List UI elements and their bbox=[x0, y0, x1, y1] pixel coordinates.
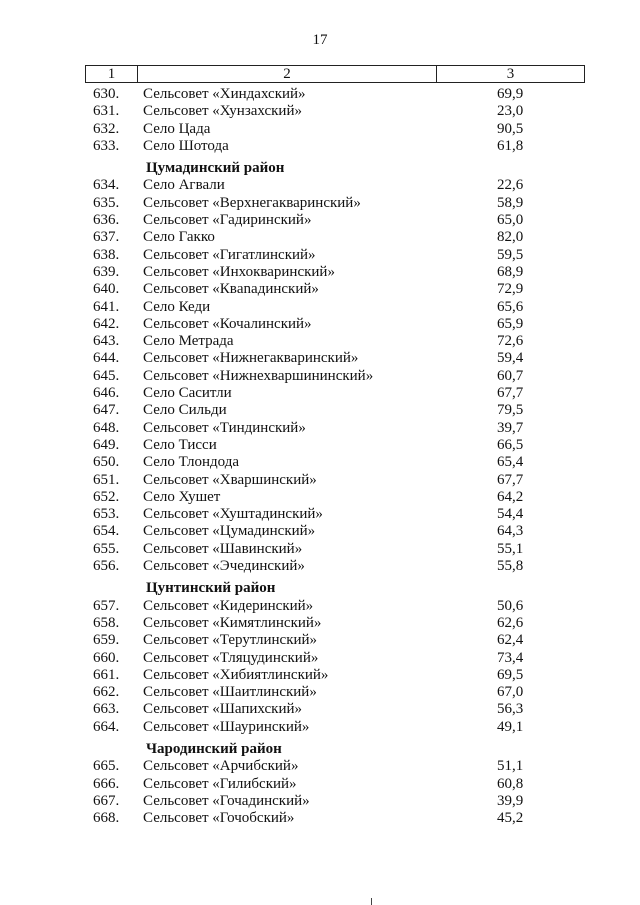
district-heading: Цумадинский район bbox=[146, 160, 285, 177]
row-value: 39,9 bbox=[497, 792, 524, 809]
table-row bbox=[0, 229, 640, 246]
row-number: 657. bbox=[93, 597, 120, 614]
row-number: 643. bbox=[93, 333, 120, 350]
table-row bbox=[0, 719, 640, 736]
settlement-name: Сельсовет «Хиндахский» bbox=[143, 86, 306, 102]
table-row bbox=[0, 667, 640, 684]
district-heading-row bbox=[0, 160, 640, 177]
row-value: 54,4 bbox=[497, 506, 524, 523]
row-number: 645. bbox=[93, 367, 120, 384]
row-value: 62,6 bbox=[497, 614, 524, 631]
row-value: 73,4 bbox=[497, 649, 524, 666]
row-value: 68,9 bbox=[497, 263, 524, 280]
settlement-name: Село Тлондода bbox=[143, 454, 239, 471]
settlement-name: Село Агвали bbox=[143, 177, 225, 194]
row-value: 51,1 bbox=[497, 758, 524, 775]
row-number: 650. bbox=[93, 454, 120, 471]
row-value: 62,4 bbox=[497, 632, 524, 649]
table-row bbox=[0, 472, 640, 489]
settlement-name: Сельсовет «Тиндинский» bbox=[143, 419, 306, 436]
row-number: 668. bbox=[93, 810, 120, 827]
row-value: 60,7 bbox=[497, 367, 524, 384]
row-number: 660. bbox=[93, 649, 120, 666]
row-value: 59,5 bbox=[497, 246, 524, 263]
row-number: 641. bbox=[93, 298, 120, 315]
settlement-name: Сельсовет «Гочадинский» bbox=[143, 792, 310, 809]
row-value: 69,5 bbox=[497, 666, 524, 683]
row-number: 665. bbox=[93, 758, 120, 775]
table-row bbox=[0, 299, 640, 316]
row-number: 631. bbox=[93, 103, 120, 120]
settlement-name: Сельсовет «Шавинский» bbox=[143, 540, 303, 557]
table-row bbox=[0, 598, 640, 615]
settlement-name: Сельсовет «Хваршинский» bbox=[143, 471, 317, 488]
settlement-name: Сельсовет «Эчединский» bbox=[143, 558, 305, 575]
table-row bbox=[0, 385, 640, 402]
settlement-name: Сельсовет «Верхнегакваринский» bbox=[143, 194, 361, 211]
row-number: 636. bbox=[93, 212, 120, 229]
row-number: 656. bbox=[93, 558, 120, 575]
table-row bbox=[0, 523, 640, 540]
table-row bbox=[0, 368, 640, 385]
settlement-name: Село Тисси bbox=[143, 436, 217, 453]
row-number: 634. bbox=[93, 177, 120, 194]
row-number: 658. bbox=[93, 614, 120, 631]
column-header-name: 2 bbox=[138, 66, 437, 82]
row-number: 637. bbox=[93, 229, 120, 246]
row-value: 64,2 bbox=[497, 488, 524, 505]
settlement-name: Сельсовет «Шаитлинский» bbox=[143, 684, 317, 701]
row-number: 663. bbox=[93, 701, 120, 718]
row-value: 72,6 bbox=[497, 333, 524, 350]
table-row bbox=[0, 454, 640, 471]
row-value: 72,9 bbox=[497, 281, 524, 298]
settlement-name: Сельсовет «Кочалинский» bbox=[143, 315, 312, 332]
row-value: 49,1 bbox=[497, 718, 524, 735]
settlement-name: Сельсовет «Квanадинский» bbox=[143, 281, 319, 298]
table-row bbox=[0, 489, 640, 506]
row-value: 45,2 bbox=[497, 810, 524, 827]
table-row bbox=[0, 195, 640, 212]
settlement-name: Сельсовет «Шапихский» bbox=[143, 701, 303, 718]
settlement-name: Сельсовет «Гадиринский» bbox=[143, 212, 312, 229]
row-number: 664. bbox=[93, 718, 120, 735]
district-heading: Цунтинский район bbox=[146, 580, 276, 597]
settlement-name: Село Цада bbox=[143, 120, 211, 137]
page-number: 17 bbox=[312, 32, 328, 48]
row-number: 666. bbox=[93, 775, 120, 792]
settlement-name: Сельсовет «Терутлинский» bbox=[143, 632, 318, 649]
settlement-name: Сельсовет «Арчибский» bbox=[143, 758, 299, 775]
table-row bbox=[0, 264, 640, 281]
table-row bbox=[0, 684, 640, 701]
table-row bbox=[0, 437, 640, 454]
settlement-name: Сельсовет «Шауринский» bbox=[143, 718, 310, 735]
row-value: 67,7 bbox=[497, 385, 524, 402]
row-value: 79,5 bbox=[497, 402, 524, 419]
settlement-name: Сельсовет «Гигатлинский» bbox=[143, 246, 316, 263]
row-number: 647. bbox=[93, 402, 120, 419]
row-number: 638. bbox=[93, 246, 120, 263]
settlement-name: Село Метрада bbox=[143, 333, 234, 350]
table-body bbox=[0, 86, 640, 827]
row-number: 632. bbox=[93, 120, 120, 137]
table-row bbox=[0, 212, 640, 229]
row-value: 60,8 bbox=[497, 775, 524, 792]
table-row bbox=[0, 103, 640, 120]
table-row bbox=[0, 810, 640, 827]
settlement-name: Сельсовет «Цумадинский» bbox=[143, 523, 316, 540]
row-number: 651. bbox=[93, 471, 120, 488]
row-number: 655. bbox=[93, 540, 120, 557]
row-value: 65,9 bbox=[497, 315, 524, 332]
settlement-name: Село Саситли bbox=[143, 385, 232, 402]
row-value: 64,3 bbox=[497, 523, 524, 540]
row-value: 82,0 bbox=[497, 229, 524, 246]
settlement-name: Село Кеди bbox=[143, 298, 211, 315]
settlement-name: Село Гакко bbox=[143, 229, 215, 246]
row-value: 65,6 bbox=[497, 298, 524, 315]
row-value: 66,5 bbox=[497, 436, 524, 453]
row-value: 65,0 bbox=[497, 212, 524, 229]
row-number: 640. bbox=[93, 281, 120, 298]
row-number: 644. bbox=[93, 350, 120, 367]
row-number: 649. bbox=[93, 436, 120, 453]
row-number: 653. bbox=[93, 506, 120, 523]
row-number: 654. bbox=[93, 523, 120, 540]
row-number: 639. bbox=[93, 263, 120, 280]
settlement-name: Сельсовет «Кидеринский» bbox=[143, 597, 314, 614]
row-value: 22,6 bbox=[497, 177, 524, 194]
settlement-name: Сельсовет «Хунзахский» bbox=[143, 103, 302, 120]
row-number: 630. bbox=[93, 86, 120, 102]
row-number: 642. bbox=[93, 315, 120, 332]
settlement-name: Сельсовет «Инхокваринский» bbox=[143, 263, 335, 280]
table-row bbox=[0, 333, 640, 350]
row-value: 50,6 bbox=[497, 597, 524, 614]
row-value: 23,0 bbox=[497, 103, 524, 120]
district-heading-row bbox=[0, 741, 640, 758]
row-value: 56,3 bbox=[497, 701, 524, 718]
row-value: 59,4 bbox=[497, 350, 524, 367]
settlement-name: Сельсовет «Тляцудинский» bbox=[143, 649, 319, 666]
row-value: 58,9 bbox=[497, 194, 524, 211]
table-row bbox=[0, 776, 640, 793]
row-number: 646. bbox=[93, 385, 120, 402]
settlement-name: Сельсовет «Нижнехваршининский» bbox=[143, 367, 374, 384]
table-row bbox=[0, 402, 640, 419]
settlement-name: Сельсовет «Гочобский» bbox=[143, 810, 295, 827]
table-row bbox=[0, 615, 640, 632]
row-number: 633. bbox=[93, 137, 120, 154]
row-value: 69,9 bbox=[497, 86, 524, 102]
row-value: 39,7 bbox=[497, 419, 524, 436]
settlement-name: Село Хушет bbox=[143, 488, 221, 505]
row-number: 659. bbox=[93, 632, 120, 649]
table-header bbox=[85, 65, 585, 83]
row-number: 667. bbox=[93, 792, 120, 809]
row-number: 635. bbox=[93, 194, 120, 211]
row-value: 55,1 bbox=[497, 540, 524, 557]
row-value: 65,4 bbox=[497, 454, 524, 471]
table-row bbox=[0, 121, 640, 138]
table-row bbox=[0, 86, 640, 103]
settlement-name: Сельсовет «Хуштадинский» bbox=[143, 506, 323, 523]
column-header-value: 3 bbox=[506, 65, 515, 82]
table-row bbox=[0, 506, 640, 523]
district-heading-row bbox=[0, 580, 640, 597]
settlement-name: Сельсовет «Гилибский» bbox=[143, 775, 297, 792]
table-row bbox=[0, 541, 640, 558]
row-value: 55,8 bbox=[497, 558, 524, 575]
table-row bbox=[0, 177, 640, 194]
settlement-name: Сельсовет «Нижнегакваринский» bbox=[143, 350, 359, 367]
row-value: 67,0 bbox=[497, 684, 524, 701]
row-value: 67,7 bbox=[497, 471, 524, 488]
row-value: 90,5 bbox=[497, 120, 524, 137]
settlement-name: Сельсовет «Кимятлинский» bbox=[143, 614, 322, 631]
table-row bbox=[0, 758, 640, 775]
table-row bbox=[0, 138, 640, 155]
row-value: 61,8 bbox=[497, 137, 524, 154]
scan-mark bbox=[371, 898, 372, 905]
table-row bbox=[0, 701, 640, 718]
table-row bbox=[0, 247, 640, 264]
table-row bbox=[0, 420, 640, 437]
settlement-name: Село Шотода bbox=[143, 137, 229, 154]
row-number: 662. bbox=[93, 684, 120, 701]
table-row bbox=[0, 316, 640, 333]
table-row bbox=[0, 558, 640, 575]
settlement-name: Сельсовет «Хибиятлинский» bbox=[143, 666, 329, 683]
table-row bbox=[0, 650, 640, 667]
district-heading: Чародинский район bbox=[146, 740, 282, 757]
column-header-number: 1 bbox=[86, 66, 138, 82]
table-row bbox=[0, 793, 640, 810]
row-number: 648. bbox=[93, 419, 120, 436]
table-row bbox=[0, 281, 640, 298]
row-number: 661. bbox=[93, 666, 120, 683]
row-number: 652. bbox=[93, 488, 120, 505]
settlement-name: Село Сильди bbox=[143, 402, 227, 419]
table-row bbox=[0, 350, 640, 367]
table-row bbox=[0, 632, 640, 649]
